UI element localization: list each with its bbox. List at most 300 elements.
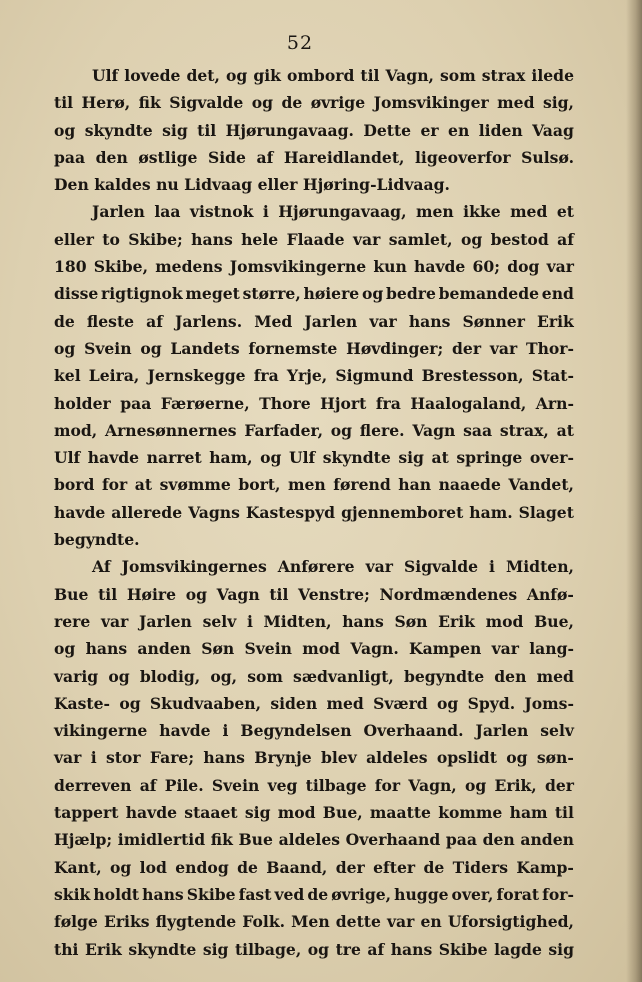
word: Skibe; (128, 229, 183, 249)
word: end (541, 284, 574, 304)
word: sig (398, 448, 424, 468)
word: Uforsigtighed, (447, 912, 574, 932)
word: de (307, 884, 329, 904)
text-line (54, 117, 574, 144)
word: opslidt (436, 748, 497, 768)
word: sædvanligt, (293, 666, 394, 686)
word: ilede (531, 66, 574, 85)
word: hele (241, 229, 279, 249)
word: Overhaand (345, 830, 441, 850)
word: søn- (536, 748, 574, 768)
word: Leira, (88, 366, 140, 386)
word: Fare; (149, 748, 195, 768)
word: forat (496, 884, 540, 904)
word: holdt (93, 884, 140, 904)
word: og (54, 120, 76, 140)
word: Jomsvikingerne (229, 257, 367, 277)
text-line (54, 608, 574, 635)
word: havde (414, 257, 466, 277)
text-line (54, 89, 574, 116)
word: til (197, 120, 217, 140)
word: de (237, 857, 258, 877)
word: med (510, 202, 548, 222)
text-line (54, 854, 574, 881)
word: var (54, 748, 82, 768)
text-line (54, 62, 574, 89)
word: sig (244, 803, 271, 823)
word: Brestesson, (421, 366, 524, 386)
text-line (54, 826, 574, 853)
word: holder (54, 393, 111, 413)
word: saa (463, 420, 493, 440)
word: for- (542, 884, 574, 904)
word: Landets (170, 338, 240, 358)
word: fra (375, 393, 401, 413)
text-line (54, 663, 574, 690)
word: Sulsø. (521, 147, 574, 167)
word: og (54, 639, 76, 659)
word: Slaget (518, 502, 574, 522)
text-line (54, 144, 574, 171)
word: Kant, (54, 857, 102, 877)
word: fleste (86, 311, 135, 331)
word: fra (253, 366, 279, 386)
word: Bue, (534, 611, 574, 631)
text-line (54, 335, 574, 362)
word: Midten, (263, 611, 332, 631)
word: Hareidlandet, (283, 147, 405, 167)
word: og (506, 748, 528, 768)
word: skyndte (84, 120, 153, 140)
word: naaede (438, 475, 501, 495)
word: to (102, 229, 120, 249)
word: Skudvaaben, (149, 693, 262, 713)
word: 60; (472, 257, 501, 277)
word: 180 (54, 257, 87, 277)
word: mod (277, 803, 316, 823)
word: Tiders (452, 857, 508, 877)
word: Arnesønnernes (104, 420, 237, 440)
word: Bue, (322, 803, 363, 823)
word: og (225, 66, 248, 85)
word: og, (210, 666, 238, 686)
word: mod, (54, 420, 98, 440)
word: hans (191, 229, 233, 249)
word: var (365, 557, 393, 577)
page-number: 52 (286, 32, 314, 54)
text-line (54, 635, 574, 662)
word: den (482, 830, 515, 850)
text-line (54, 799, 574, 826)
word: imidlertid (117, 830, 206, 850)
word: Jarlen (475, 721, 529, 741)
word: men (287, 475, 326, 495)
word: det, (186, 66, 220, 85)
word: Jomsvikingernes (121, 557, 267, 577)
word: vistnok (189, 202, 254, 222)
word: veg (267, 775, 298, 795)
word: Bue (54, 584, 89, 604)
word: lang- (529, 639, 574, 659)
word: Erik, (494, 775, 537, 795)
word: havde (125, 803, 178, 823)
page-spine-shadow (626, 0, 642, 982)
word: Jarlen (139, 611, 192, 631)
word: paa (445, 830, 477, 850)
word: er (420, 120, 439, 140)
word: de (423, 857, 445, 877)
word: større, (242, 284, 301, 304)
word: en (420, 912, 442, 932)
word: Ulf (92, 66, 119, 85)
word: Vagn (412, 420, 456, 440)
word: over- (529, 448, 574, 468)
word: Flaade (286, 229, 345, 249)
word: Skibe, (93, 257, 148, 277)
text-line (54, 499, 574, 526)
word: Men (291, 912, 330, 932)
word: havde (54, 502, 106, 522)
word: med (536, 666, 574, 686)
word: var (387, 912, 415, 932)
word: meget (185, 284, 240, 304)
word: rigtignok (101, 284, 183, 304)
word: tappert (54, 803, 119, 823)
word: et (556, 202, 574, 222)
word: fik (138, 93, 161, 113)
word: Jarlen (304, 311, 358, 331)
text-line (54, 881, 574, 908)
word: Stat- (531, 366, 574, 386)
word: ombord (287, 66, 355, 85)
word: Kamp- (516, 857, 574, 877)
word: og (108, 666, 130, 686)
word: og (185, 584, 207, 604)
word: fik (210, 830, 233, 850)
word: høiere (303, 284, 360, 304)
word: ham. (469, 502, 513, 522)
word: Sønner (462, 311, 525, 331)
word: havde (159, 721, 211, 741)
text-line (54, 198, 574, 225)
word: bemandede (438, 284, 540, 304)
word: blev (320, 748, 357, 768)
word: ligeoverfor (415, 147, 511, 167)
word: Hjørungavaag. (225, 120, 354, 140)
word: Joms- (524, 693, 574, 713)
word: komme (438, 803, 503, 823)
word: til (54, 93, 74, 113)
word: Arn- (535, 393, 574, 413)
word: hans (342, 611, 384, 631)
word: Farfader, (244, 420, 323, 440)
word: laa (154, 202, 181, 222)
word: flygtende (155, 912, 237, 932)
word: ikke (463, 202, 501, 222)
word: skik (54, 884, 91, 904)
word: dette (335, 912, 381, 932)
word: strax, (499, 420, 549, 440)
word: endog (175, 857, 229, 877)
word: og (464, 775, 487, 795)
word: Erik (438, 611, 475, 631)
word: Søn (394, 611, 428, 631)
word: Skibe (438, 939, 488, 959)
word: og (361, 284, 384, 304)
text-line (54, 390, 574, 417)
word: Sigvalde (404, 557, 479, 577)
word: Sværd (373, 693, 428, 713)
word: gjennemboret (341, 502, 464, 522)
word: med (497, 93, 535, 113)
word: Eriks (103, 912, 150, 932)
word: Anførere (277, 557, 355, 577)
word: sig, (542, 93, 574, 113)
word: ham (509, 803, 548, 823)
word: kel (54, 366, 81, 386)
word: Jarlen (92, 202, 145, 222)
word: Skibe (186, 884, 236, 904)
word: var (352, 229, 381, 249)
text-line (54, 772, 574, 799)
word: til (98, 584, 118, 604)
word: følge (54, 912, 98, 932)
word: medens (155, 257, 223, 277)
text-line (54, 280, 574, 307)
word: Hjort (320, 393, 367, 413)
text-line (54, 362, 574, 389)
word: bedre (386, 284, 436, 304)
word: i (246, 611, 253, 631)
word: Midten, (506, 557, 574, 577)
word: Færøerne, (160, 393, 250, 413)
word: liden (478, 120, 523, 140)
word: Sigmund (335, 366, 414, 386)
word: Kastespyd (245, 502, 336, 522)
word: og (140, 338, 162, 358)
word: paa (54, 147, 86, 167)
word: derreven (54, 775, 132, 795)
word: og (110, 857, 132, 877)
word: Pile. (164, 775, 204, 795)
word: Anfø- (526, 584, 574, 604)
text-line: Den kaldes nu Lidvaag eller Hjøring-Lidvaag. (54, 175, 450, 195)
word: hugge (394, 884, 449, 904)
word: for (374, 775, 401, 795)
word: flere. (359, 420, 405, 440)
word: i (222, 721, 229, 741)
word: og (436, 693, 459, 713)
word: dog (507, 257, 540, 277)
word: Med (254, 311, 293, 331)
word: disse (54, 284, 99, 304)
word: sig (548, 939, 574, 959)
word: Hjælp; (54, 830, 113, 850)
word: mod (302, 639, 341, 659)
word: rere (54, 611, 91, 631)
text-line (54, 308, 574, 335)
word: Hjørungavaag, (278, 202, 407, 222)
text-line (54, 744, 574, 771)
word: Vagn, (385, 66, 434, 85)
word: Søn (201, 639, 235, 659)
word: havde (87, 448, 140, 468)
word: sig (202, 939, 229, 959)
word: Herø, (81, 93, 131, 113)
word: og (251, 93, 273, 113)
word: Sigvalde (169, 93, 244, 113)
word: Svein (211, 775, 260, 795)
word: Svein (84, 338, 132, 358)
word: kun (373, 257, 407, 277)
text-line (54, 226, 574, 253)
word: Vaag (532, 120, 574, 140)
word: ved (274, 884, 305, 904)
word: eller (54, 229, 94, 249)
word: var (100, 611, 129, 631)
word: til (554, 803, 574, 823)
word: gik (253, 66, 281, 85)
text-line (54, 253, 574, 280)
word: vikingerne (54, 721, 148, 741)
word: Yrje, (286, 366, 328, 386)
word: at (431, 448, 449, 468)
word: førend (333, 475, 391, 495)
word: den (95, 147, 128, 167)
word: blodig, (139, 666, 201, 686)
word: allerede (111, 502, 183, 522)
word: øvrige, (331, 884, 392, 904)
word: bord (54, 475, 95, 495)
word: en (448, 120, 470, 140)
word: hans (203, 748, 245, 768)
word: maatte (369, 803, 431, 823)
word: af (256, 147, 274, 167)
word: den (494, 666, 527, 686)
word: af (139, 775, 157, 795)
word: og (330, 420, 353, 440)
word: og (260, 448, 282, 468)
text-line (54, 690, 574, 717)
word: stor (105, 748, 141, 768)
word: var (546, 257, 574, 277)
word: Høvdinger; (346, 338, 444, 358)
word: de (54, 311, 75, 331)
word: tilbage (305, 775, 367, 795)
word: Ulf (288, 448, 316, 468)
word: Begyndelsen (240, 721, 352, 741)
word: hans (390, 939, 433, 959)
word: Vagn, (408, 775, 457, 795)
word: paa (120, 393, 152, 413)
word: Kampen (409, 639, 482, 659)
word: bestod (490, 229, 549, 249)
word: til (360, 66, 380, 85)
word: med (326, 693, 364, 713)
word: at (134, 475, 153, 495)
word: at (556, 420, 574, 440)
word: der (335, 857, 365, 877)
word: anden (137, 639, 191, 659)
word: som (440, 66, 476, 85)
text-line (54, 553, 574, 580)
word: aldeles (366, 748, 428, 768)
word: østlige (138, 147, 198, 167)
word: var (369, 311, 397, 331)
text-line (54, 417, 574, 444)
word: var (491, 639, 519, 659)
text-line (54, 471, 574, 498)
word: var (489, 338, 518, 358)
word: og (119, 693, 141, 713)
word: Svein (244, 639, 292, 659)
word: ham, (209, 448, 253, 468)
word: som (247, 666, 283, 686)
word: Haalogaland, (410, 393, 527, 413)
word: i (489, 557, 495, 577)
word: Af (92, 557, 111, 577)
text-line: begyndte. (54, 530, 140, 550)
word: og (54, 338, 76, 358)
word: tre (335, 939, 361, 959)
word: skyndte (128, 939, 197, 959)
word: skyndte (322, 448, 391, 468)
text-line (54, 581, 574, 608)
word: selv (540, 721, 574, 741)
word: samlet, (388, 229, 453, 249)
word: Spyd. (467, 693, 516, 713)
word: fast (238, 884, 272, 904)
word: Dette (363, 120, 412, 140)
word: lod (139, 857, 167, 877)
word: Jernskegge (147, 366, 246, 386)
word: begyndte (403, 666, 485, 686)
word: og (460, 229, 483, 249)
word: fornemste (248, 338, 338, 358)
word: Erik (84, 939, 122, 959)
text-line (54, 908, 574, 935)
word: Vagn. (350, 639, 399, 659)
word: sig (162, 120, 188, 140)
word: tilbage, (234, 939, 302, 959)
word: Høire (126, 584, 177, 604)
word: af (146, 311, 163, 331)
word: Kaste- (54, 693, 111, 713)
word: Brynje (254, 748, 312, 768)
text-line (54, 717, 574, 744)
word: men (415, 202, 454, 222)
word: hans (85, 639, 128, 659)
word: strax (481, 66, 526, 85)
word: der (544, 775, 574, 795)
word: Baand, (266, 857, 328, 877)
word: Venstre; (298, 584, 370, 604)
word: Ulf (54, 448, 81, 468)
word: Overhaand. (363, 721, 464, 741)
word: i (262, 202, 269, 222)
word: han (398, 475, 432, 495)
word: Folk. (242, 912, 286, 932)
word: Jomsvikinger (373, 93, 489, 113)
word: varig (54, 666, 99, 686)
word: Thore (259, 393, 311, 413)
word: staaet (184, 803, 238, 823)
word: mod (485, 611, 524, 631)
word: efter (373, 857, 416, 877)
word: thi (54, 939, 79, 959)
word: hans (408, 311, 451, 331)
word: af (367, 939, 385, 959)
